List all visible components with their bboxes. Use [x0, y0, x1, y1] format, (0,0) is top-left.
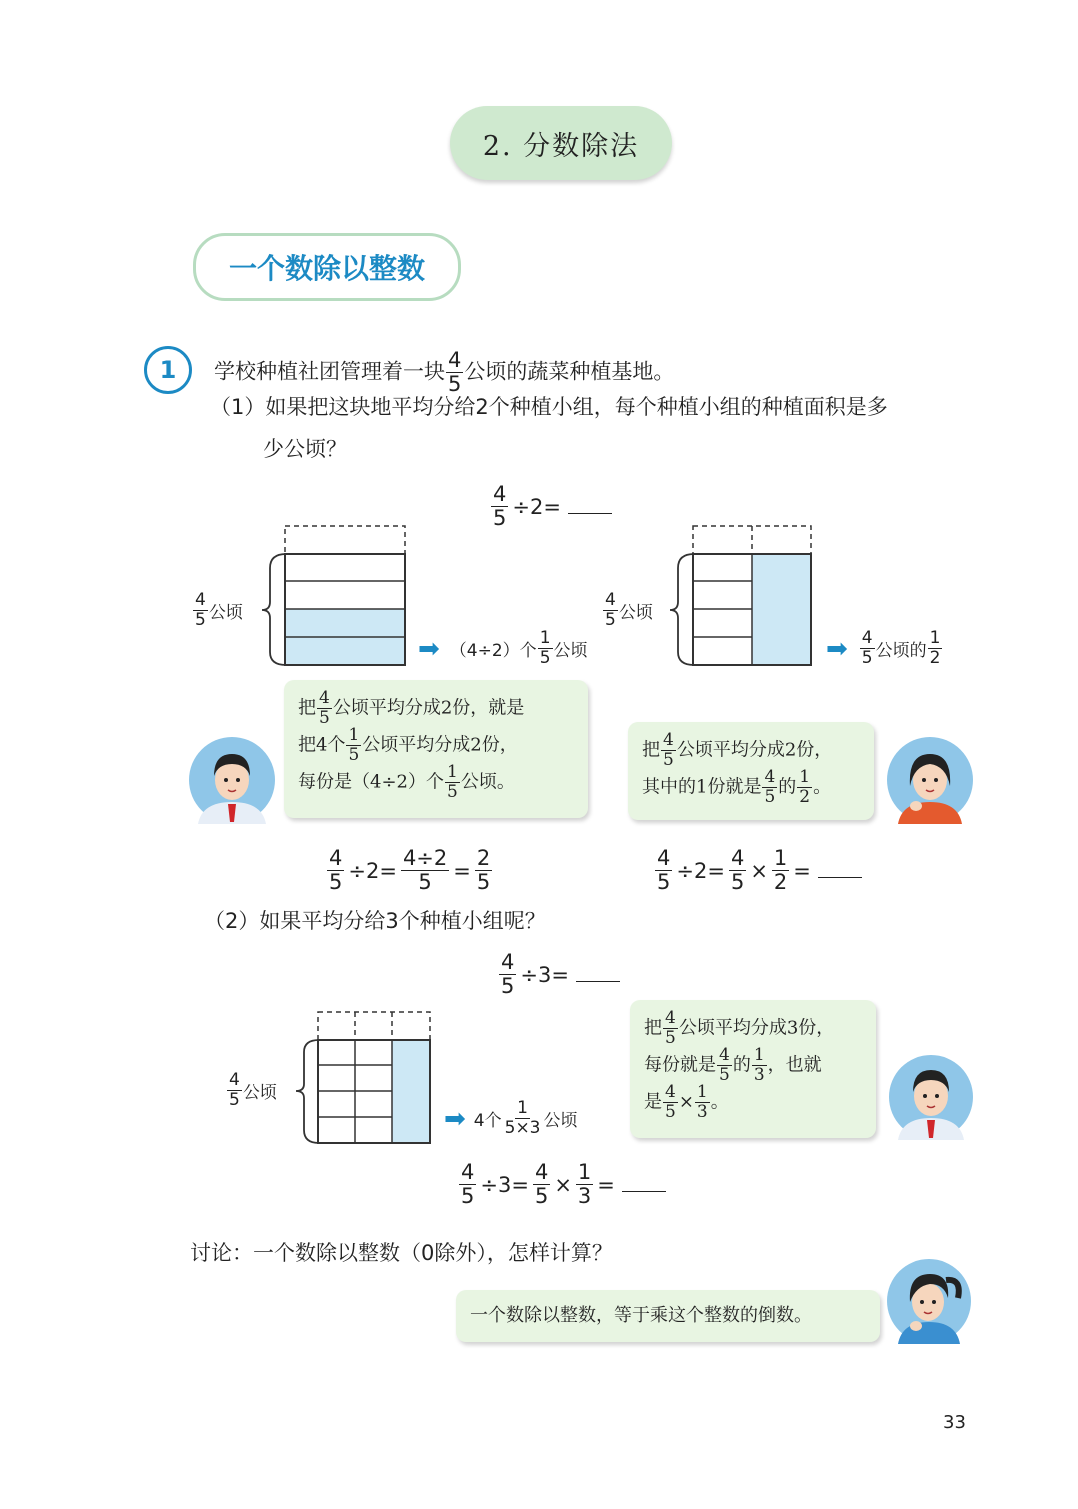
- section-title: 一个数除以整数: [193, 233, 461, 301]
- girl-avatar: [886, 736, 974, 824]
- question-1-line-1: （1）如果把这块地平均分给2个种植小组，每个种植小组的种植面积是多: [210, 395, 888, 419]
- boy-avatar-2: [888, 1054, 974, 1140]
- chapter-title: 2. 分数除法: [450, 106, 672, 180]
- diagram-three-label: $\frac{4}{5}$ 公顷: [229, 1070, 277, 1110]
- diagram-columns-two: [668, 522, 818, 670]
- diagram-right-result: ➡ $\frac{4}{5}$ 公顷的 $\frac{1}{2}$: [826, 628, 941, 668]
- girl-avatar-2: [886, 1258, 972, 1344]
- example-number: 1: [144, 346, 192, 394]
- answer-blank[interactable]: [568, 499, 612, 514]
- equation-1: $\frac{4}{5}$ ÷2=: [490, 484, 612, 529]
- question-1-line-2: 少公顷？: [263, 437, 347, 461]
- page-number: 33: [943, 1412, 966, 1433]
- speech-bubble-boy-1: 把 $\frac{4}{5}$ 公顷平均分成2份，就是 把4个 $\frac{1}{5}$ 公顷平均分成2份， 每份是（4÷2）个 $\frac{1}{5}$ 公顷。: [284, 680, 588, 818]
- speech-bubble-girl-2: 一个数除以整数，等于乘这个整数的倒数。: [456, 1290, 880, 1342]
- diagram-rows-five: [260, 522, 410, 670]
- equation-2: $\frac{4}{5}$ ÷3=: [498, 952, 620, 997]
- calculation-three: $\frac{4}{5}$ ÷3= $\frac{4}{5}$ × $\frac{1}{3}$ =: [458, 1162, 666, 1207]
- boy-avatar: [188, 736, 276, 824]
- arrow-right-icon: ➡: [444, 1103, 466, 1134]
- discussion-prompt: 讨论：一个数除以整数（0除外），怎样计算？: [190, 1241, 613, 1265]
- diagram-left-label: $\frac{4}{5}$ 公顷: [195, 590, 243, 630]
- arrow-right-icon: ➡: [826, 633, 848, 664]
- diagram-grid-three: [288, 1008, 436, 1148]
- question-2: （2）如果平均分给3个种植小组呢？: [204, 909, 546, 933]
- diagram-left-result: ➡ （4÷2）个 $\frac{1}{5}$ 公顷: [418, 628, 588, 668]
- answer-blank[interactable]: [622, 1177, 666, 1192]
- calculation-left: $\frac{4}{5}$ ÷2= $\frac{4\div 2}{5}$ = $\frac{2}{5}$: [329, 846, 491, 894]
- speech-bubble-boy-2: 把 $\frac{4}{5}$ 公顷平均分成3份， 每份就是 $\frac{4}{5}$ 的 $\frac{1}{3}$ ，也就 是 $\frac{4}{5}$ × $\frac{1}{3}$ 。: [630, 1000, 876, 1138]
- arrow-right-icon: ➡: [418, 633, 440, 664]
- calculation-right: $\frac{4}{5}$ ÷2= $\frac{4}{5}$ × $\frac{1}{2}$ =: [654, 848, 862, 893]
- speech-bubble-girl-1: 把 $\frac{4}{5}$ 公顷平均分成2份， 其中的1份就是 $\frac{4}{5}$ 的 $\frac{1}{2}$ 。: [628, 722, 874, 820]
- fraction: $\frac{4}{5}$: [448, 348, 462, 396]
- diagram-right-label: $\frac{4}{5}$ 公顷: [605, 590, 653, 630]
- example-intro: 学校种植社团管理着一块 $\frac{4}{5}$ 公顷的蔬菜种植基地。: [214, 348, 675, 396]
- answer-blank[interactable]: [818, 863, 862, 878]
- answer-blank[interactable]: [576, 967, 620, 982]
- diagram-three-result: ➡ 4个 $\frac{1}{5\times 3}$ 公顷: [444, 1098, 578, 1138]
